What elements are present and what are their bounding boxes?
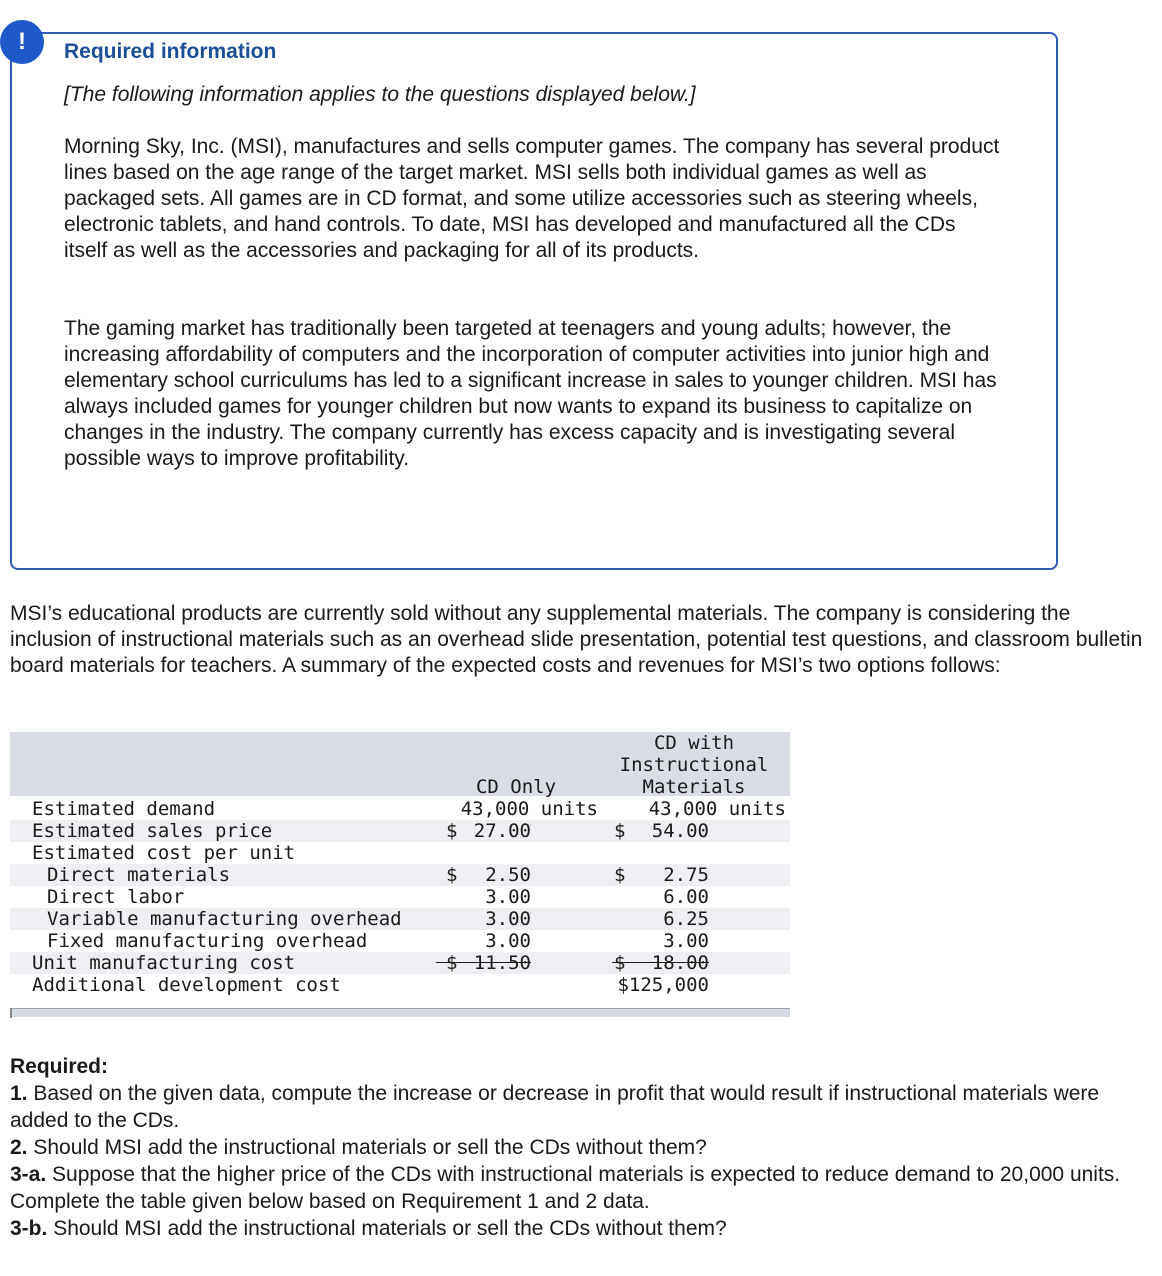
col2-header-line3: Materials (642, 776, 746, 798)
requirement-item (10, 1080, 1150, 1134)
required-information-box (10, 32, 1058, 570)
row-label: Direct materials (47, 864, 231, 886)
col2-header-line1: CD with (653, 732, 735, 754)
row-label: Unit manufacturing cost (32, 952, 296, 974)
cell-cd-with-materials: 6.25 (663, 908, 709, 930)
cell-cd-with-materials: $125,000 (617, 974, 709, 996)
row-label: Fixed manufacturing overhead (47, 930, 368, 952)
requirement-item (10, 1215, 1150, 1242)
currency-sign: $ (446, 952, 458, 974)
table-bottom-border (10, 1008, 790, 1017)
row-label: Estimated demand (32, 798, 216, 820)
required-section (10, 1053, 1150, 1242)
requirement-text: Based on the given data, compute the increase or decrease in profit that would result if instructional materials were added to the CDs. (10, 1082, 1100, 1132)
cell-cd-only: 3.00 (485, 930, 531, 952)
info-title: Required information (64, 40, 277, 63)
info-subtitle: [The following information applies to the questions displayed below.] (64, 83, 696, 106)
currency-sign: $ (446, 820, 458, 842)
info-paragraph-2: The gaming market has traditionally been targeted at teenagers and young adults; however, the increasing affordability of computers and the incorporation of computer activities into junior high and elementary school curriculums has led to a significant increase in sales to younger children. MSI has always included games for younger children but now wants to expand its business to capitalize on changes in the industry. The company currently has excess capacity and is investigating several possible ways to improve profitability. (64, 317, 997, 470)
row-label: Estimated cost per unit (32, 842, 296, 864)
cell-cd-only: 2.50 (485, 864, 531, 886)
row-label: Additional development cost (32, 974, 341, 996)
requirement-item (10, 1134, 1150, 1161)
requirement-text: Should MSI add the instructional materials or sell the CDs without them? (33, 1136, 707, 1159)
currency-sign: $ (446, 864, 458, 886)
row-label: Direct labor (47, 886, 185, 908)
cost-summary-table (10, 732, 790, 1018)
cell-cd-with-materials: 6.00 (663, 886, 709, 908)
currency-sign: $ (614, 820, 626, 842)
required-heading: Required: (10, 1055, 109, 1078)
cell-cd-only: 27.00 (473, 820, 531, 842)
requirement-item (10, 1161, 1150, 1215)
cell-cd-with-materials: 54.00 (651, 820, 709, 842)
requirement-number: 3-b. (10, 1217, 48, 1240)
row-label: Estimated sales price (32, 820, 273, 842)
col2-header-line2: Instructional (619, 754, 769, 776)
alert-icon: ! (0, 20, 44, 64)
cell-cd-with-materials: 18.00 (651, 952, 709, 974)
cell-cd-only: 3.00 (485, 908, 531, 930)
cell-cd-only: 43,000 units (460, 798, 598, 820)
cell-cd-only: 11.50 (473, 952, 531, 974)
requirement-text: Suppose that the higher price of the CDs with instructional materials is expected to reduce demand to 20,000 units. Complete the table given below based on Requirement 1 and 2 data. (10, 1163, 1121, 1213)
cell-cd-with-materials: 43,000 units (648, 798, 786, 820)
cell-cd-only: 3.00 (485, 886, 531, 908)
col1-header: CD Only (475, 776, 557, 798)
cell-cd-with-materials: 3.00 (663, 930, 709, 952)
cell-cd-with-materials: 2.75 (663, 864, 709, 886)
requirement-number: 1. (10, 1082, 28, 1105)
table-corner-mark (10, 1008, 12, 1018)
requirement-number: 2. (10, 1136, 28, 1159)
currency-sign: $ (614, 952, 626, 974)
requirement-text: Should MSI add the instructional materials or sell the CDs without them? (53, 1217, 727, 1240)
currency-sign: $ (614, 864, 626, 886)
info-paragraph-1: Morning Sky, Inc. (MSI), manufactures and sells computer games. The company has several product lines based on the age range of the target market. MSI sells both individual games as well as packaged sets. All games are in CD format, and some utilize accessories such as steering wheels, electronic tablets, and hand controls. To date, MSI has developed and manufactured all the CDs itself as well as the accessories and packaging for all of its products. (64, 135, 1000, 262)
requirement-number: 3-a. (10, 1163, 47, 1186)
row-label: Variable manufacturing overhead (47, 908, 402, 930)
intro-paragraph: MSI’s educational products are currently sold without any supplemental materials. The company is considering the inclusion of instructional materials such as an overhead slide presentation, potential test questions, and classroom bulletin board materials for teachers. A summary of the expected costs and revenues for MSI’s two options follows: (10, 602, 1143, 677)
